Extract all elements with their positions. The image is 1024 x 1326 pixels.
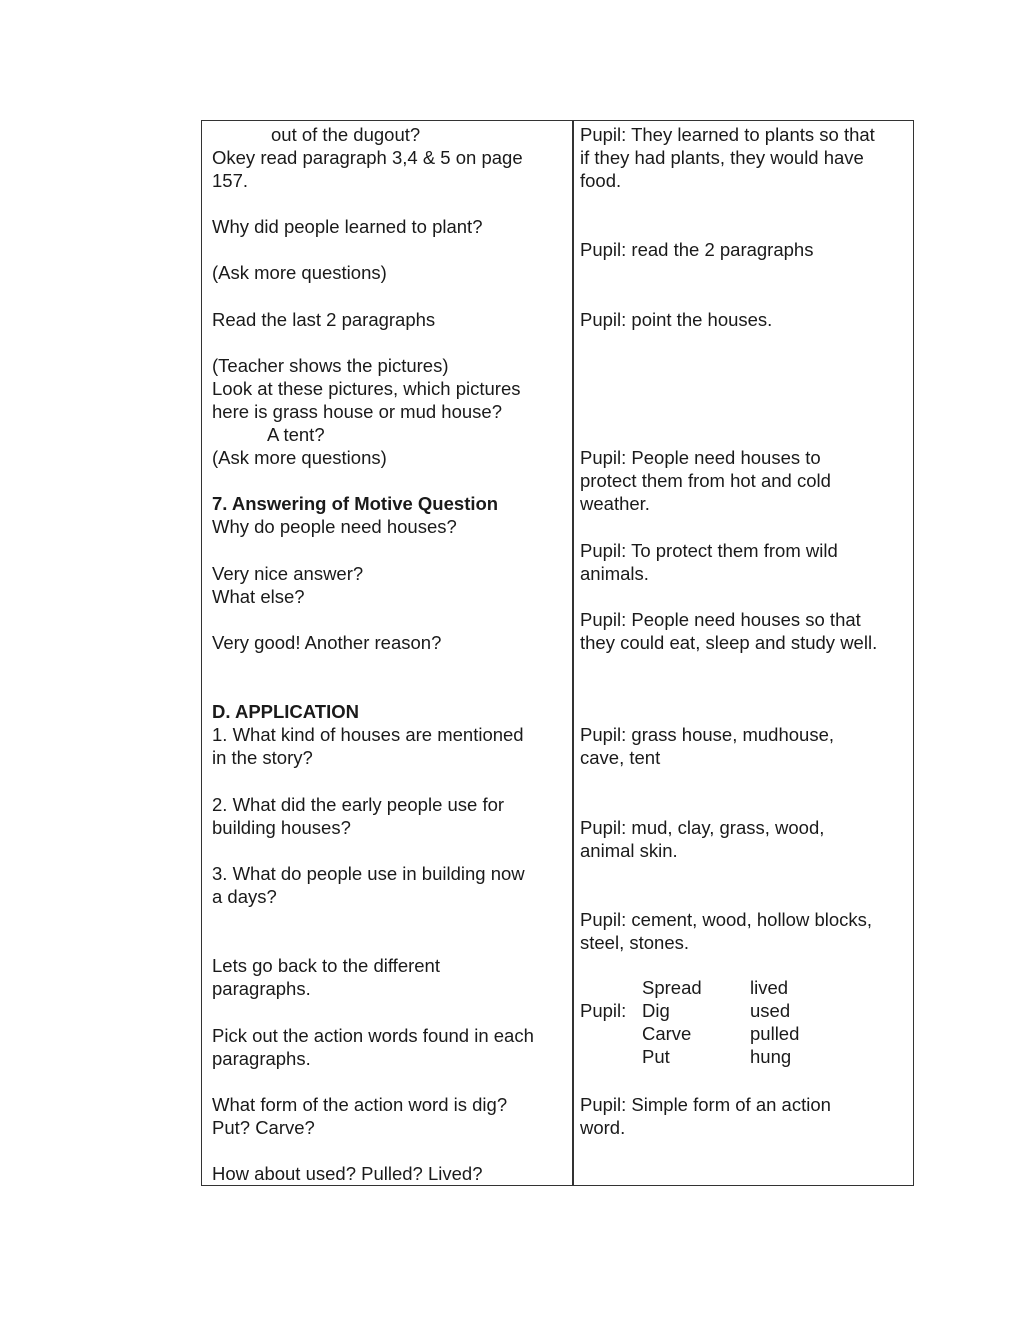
section-heading-motive-question: 7. Answering of Motive Question: [212, 493, 499, 514]
teacher-line: 3. What do people use in building now: [212, 863, 525, 884]
pupil-line: steel, stones.: [580, 932, 690, 953]
teacher-line: 157.: [212, 170, 249, 191]
action-word-present: Dig: [642, 1000, 670, 1021]
pupil-line: Pupil: read the 2 paragraphs: [580, 239, 814, 260]
teacher-line: building houses?: [212, 817, 351, 838]
teacher-line: (Ask more questions): [212, 262, 387, 283]
teacher-line: Lets go back to the different: [212, 955, 440, 976]
teacher-line: (Teacher shows the pictures): [212, 355, 449, 376]
teacher-line: Very good! Another reason?: [212, 632, 442, 653]
teacher-line: Look at these pictures, which pictures: [212, 378, 521, 399]
teacher-line: Why did people learned to plant?: [212, 216, 483, 237]
pupil-line: they could eat, sleep and study well.: [580, 632, 878, 653]
teacher-line: in the story?: [212, 747, 313, 768]
pupil-line: Pupil: cement, wood, hollow blocks,: [580, 909, 873, 930]
teacher-line: Very nice answer?: [212, 563, 364, 584]
teacher-line: A tent?: [267, 424, 325, 445]
action-word-present: Spread: [642, 977, 702, 998]
teacher-line: Pick out the action words found in each: [212, 1025, 534, 1046]
action-words-list: [580, 976, 910, 1068]
teacher-line: Put? Carve?: [212, 1117, 315, 1138]
action-word-past: used: [750, 1000, 791, 1021]
teacher-line: Why do people need houses?: [212, 516, 457, 537]
pupil-line: food.: [580, 170, 622, 191]
pupil-line: Pupil: People need houses to: [580, 447, 821, 468]
pupil-line: animal skin.: [580, 840, 678, 861]
teacher-line: (Ask more questions): [212, 447, 387, 468]
pupil-line: Pupil: People need houses so that: [580, 609, 861, 630]
teacher-line: How about used? Pulled? Lived?: [212, 1163, 483, 1184]
teacher-line: a days?: [212, 886, 277, 907]
teacher-line: paragraphs.: [212, 978, 311, 999]
action-word-present: Put: [642, 1046, 670, 1067]
pupil-line: word.: [580, 1117, 626, 1138]
teacher-line: out of the dugout?: [271, 124, 421, 145]
section-heading-application: D. APPLICATION: [212, 701, 359, 722]
teacher-line: paragraphs.: [212, 1048, 311, 1069]
pupil-line: animals.: [580, 563, 649, 584]
pupil-line: Pupil: To protect them from wild: [580, 540, 838, 561]
pupil-line: Pupil: mud, clay, grass, wood,: [580, 817, 825, 838]
teacher-line: What else?: [212, 586, 305, 607]
pupil-line: protect them from hot and cold: [580, 470, 831, 491]
teacher-line: Okey read paragraph 3,4 & 5 on page: [212, 147, 523, 168]
pupil-line: Pupil: grass house, mudhouse,: [580, 724, 835, 745]
lesson-plan-table: [201, 120, 914, 1186]
action-word-past: pulled: [750, 1023, 800, 1044]
teacher-line: Read the last 2 paragraphs: [212, 309, 436, 330]
pupil-line: Pupil: They learned to plants so that: [580, 124, 875, 145]
column-divider: [572, 121, 574, 1185]
teacher-line: What form of the action word is dig?: [212, 1094, 508, 1115]
action-word-past: hung: [750, 1046, 792, 1067]
teacher-line: 2. What did the early people use for: [212, 794, 505, 815]
action-word-present: Carve: [642, 1023, 692, 1044]
pupil-line: cave, tent: [580, 747, 661, 768]
pupil-line: Pupil: point the houses.: [580, 309, 773, 330]
teacher-line: here is grass house or mud house?: [212, 401, 503, 422]
action-word-past: lived: [750, 977, 789, 998]
pupil-line: weather.: [580, 493, 650, 514]
pupil-prefix: Pupil:: [580, 1000, 627, 1021]
teacher-line: 1. What kind of houses are mentioned: [212, 724, 524, 745]
pupil-line: if they had plants, they would have: [580, 147, 864, 168]
pupil-line: Pupil: Simple form of an action: [580, 1094, 831, 1115]
